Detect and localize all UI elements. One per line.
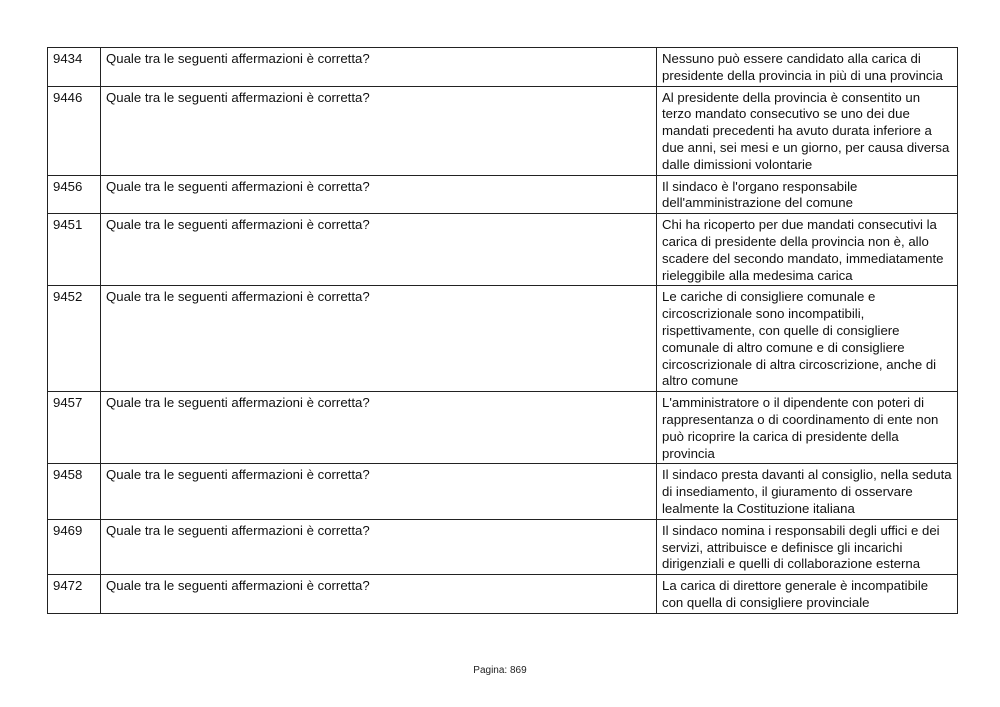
question-text: Quale tra le seguenti affermazioni è corretta? [101,86,657,175]
question-text: Quale tra le seguenti affermazioni è corretta? [101,575,657,614]
question-id: 9472 [48,575,101,614]
question-id: 9446 [48,86,101,175]
table-row [48,575,958,614]
questions-table [47,47,958,614]
question-text: Quale tra le seguenti affermazioni è corretta? [101,286,657,392]
answer-text: Il sindaco è l'organo responsabile dell'amministrazione del comune [657,175,958,214]
table-row [48,519,958,574]
table-row [48,464,958,519]
question-id: 9456 [48,175,101,214]
table-row [48,48,958,87]
answer-text: Il sindaco nomina i responsabili degli uffici e dei servizi, attribuisce e definisce gli incarichi dirigenziali e quelli di collaborazione esterna [657,519,958,574]
question-text: Quale tra le seguenti affermazioni è corretta? [101,214,657,286]
question-id: 9457 [48,392,101,464]
question-text: Quale tra le seguenti affermazioni è corretta? [101,519,657,574]
question-text: Quale tra le seguenti affermazioni è corretta? [101,392,657,464]
answer-text: Il sindaco presta davanti al consiglio, nella seduta di insediamento, il giuramento di osservare lealmente la Costituzione italiana [657,464,958,519]
answer-text: Chi ha ricoperto per due mandati consecutivi la carica di presidente della provincia non è, allo scadere del secondo mandato, immediatamente rieleggibile alla medesima carica [657,214,958,286]
question-id: 9434 [48,48,101,87]
page-number: Pagina: 869 [473,665,527,676]
answer-text: La carica di direttore generale è incompatibile con quella di consigliere provinciale [657,575,958,614]
question-text: Quale tra le seguenti affermazioni è corretta? [101,175,657,214]
table-row [48,175,958,214]
table-row [48,392,958,464]
table-row [48,86,958,175]
answer-text: Le cariche di consigliere comunale e circoscrizionale sono incompatibili, rispettivamente, con quelle di consigliere comunale di altro comune e di consigliere circoscrizionale di altra circoscrizione, anche di altro comune [657,286,958,392]
question-id: 9458 [48,464,101,519]
answer-text: Al presidente della provincia è consentito un terzo mandato consecutivo se uno dei due mandati precedenti ha avuto durata inferiore a due anni, sei mesi e un giorno, per causa diversa dalle dimissioni volontarie [657,86,958,175]
answer-text: Nessuno può essere candidato alla carica di presidente della provincia in più di una provincia [657,48,958,87]
answer-text: L'amministratore o il dipendente con poteri di rappresentanza o di coordinamento di ente non può ricoprire la carica di presidente della provincia [657,392,958,464]
table-row [48,286,958,392]
table-row [48,214,958,286]
question-id: 9451 [48,214,101,286]
question-id: 9469 [48,519,101,574]
question-id: 9452 [48,286,101,392]
question-text: Quale tra le seguenti affermazioni è corretta? [101,464,657,519]
question-text: Quale tra le seguenti affermazioni è corretta? [101,48,657,87]
